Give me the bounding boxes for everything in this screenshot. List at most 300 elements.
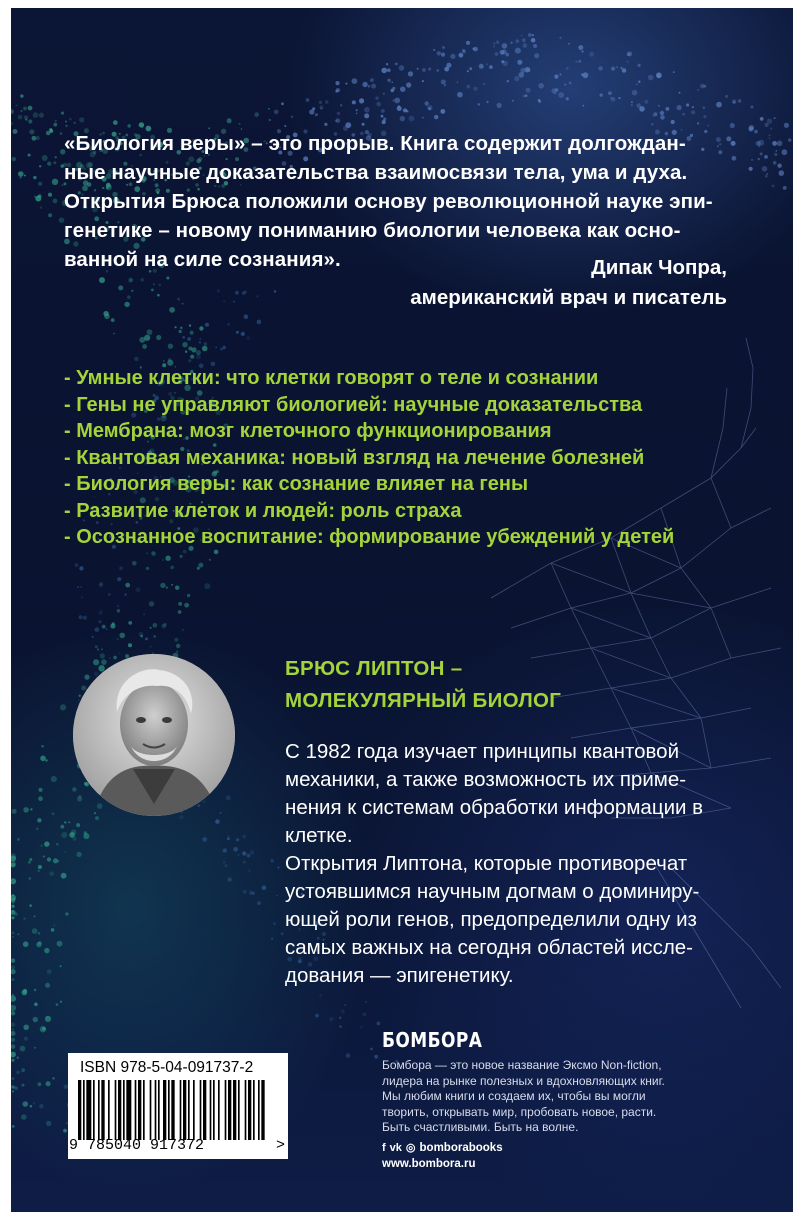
quote-line: ванной на силе сознания». — [64, 248, 341, 271]
particle-dot — [408, 71, 413, 76]
particle-dot — [522, 38, 526, 42]
particle-dot — [113, 655, 117, 659]
contents-item: - Осознанное воспитание: формирование убеждений у детей — [64, 526, 675, 548]
particle-dot — [274, 290, 277, 293]
particle-dot — [197, 567, 200, 570]
publisher-line: Быть счастливыми. Быть на волне. — [382, 1120, 579, 1135]
particle-dot — [177, 298, 180, 301]
particle-dot — [83, 833, 89, 839]
barcode-arrow: > — [275, 1137, 285, 1154]
particle-dot — [146, 552, 148, 554]
particle-dot — [52, 812, 55, 815]
particle-dot — [34, 989, 37, 992]
particle-dot — [462, 49, 465, 52]
particle-dot — [339, 1025, 342, 1028]
particle-dot — [703, 115, 706, 118]
contents-item: - Мембрана: мозг клеточного функционирования — [64, 420, 552, 442]
particle-dot — [11, 996, 16, 1002]
particle-dot — [526, 68, 530, 72]
particle-dot — [28, 877, 31, 880]
particle-dot — [362, 82, 367, 87]
particle-dot — [422, 117, 424, 119]
particle-dot — [104, 314, 110, 320]
particle-dot — [22, 1084, 25, 1087]
particle-dot — [227, 323, 230, 326]
particle-dot — [551, 88, 556, 93]
particle-dot — [671, 120, 675, 124]
author-bio-text — [285, 738, 755, 990]
bio-line: нения к системам обработки информации в — [285, 796, 704, 819]
contents-item: - Биология веры: как сознание влияет на гены — [64, 473, 529, 495]
barcode-bar — [150, 1080, 152, 1140]
particle-dot — [64, 821, 66, 823]
particle-dot — [765, 175, 768, 178]
particle-dot — [117, 638, 119, 640]
particle-dot — [176, 644, 180, 648]
particle-dot — [660, 115, 665, 120]
particle-dot — [371, 84, 376, 89]
particle-dot — [243, 890, 247, 894]
particle-dot — [233, 301, 235, 303]
particle-dot — [74, 122, 76, 124]
particle-dot — [582, 50, 584, 52]
particle-dot — [697, 89, 699, 91]
particle-dot — [39, 165, 41, 167]
particle-dot — [774, 153, 777, 156]
particle-dot — [140, 278, 144, 282]
particle-dot — [199, 341, 201, 343]
particle-dot — [679, 92, 681, 94]
instagram-icon[interactable]: ◎ — [405, 1142, 416, 1154]
particle-dot — [610, 97, 613, 100]
particle-dot — [165, 556, 170, 561]
particle-dot — [23, 1025, 29, 1031]
particle-dot — [382, 120, 386, 124]
particle-dot — [360, 1026, 363, 1029]
particle-dot — [106, 628, 108, 630]
particle-dot — [40, 756, 46, 762]
publisher-line: творить, открывать мир, пробовать новое, расти. — [382, 1104, 657, 1119]
particle-dot — [566, 67, 569, 70]
bio-line: самых важных на сегодня областей иссле- — [285, 936, 694, 959]
contents-item: - Умные клетки: что клетки говорят о теле и сознании — [64, 367, 599, 389]
particle-dot — [153, 623, 158, 628]
particle-dot — [762, 166, 768, 172]
barcode-bar — [168, 1080, 170, 1140]
particle-dot — [437, 51, 441, 55]
particle-dot — [56, 1003, 59, 1006]
particle-dot — [257, 901, 261, 905]
book-back-cover — [11, 8, 793, 1212]
particle-dot — [24, 1037, 28, 1041]
particle-dot — [182, 336, 185, 339]
particle-dot — [638, 64, 641, 67]
particle-dot — [738, 99, 741, 102]
particle-dot — [257, 295, 259, 297]
particle-dot — [12, 1125, 15, 1128]
particle-dot — [209, 559, 211, 561]
particle-dot — [319, 105, 323, 109]
particle-dot — [12, 978, 15, 981]
particle-dot — [219, 812, 221, 814]
particle-dot — [204, 342, 207, 345]
particle-dot — [242, 835, 246, 839]
particle-dot — [497, 103, 502, 108]
particle-dot — [472, 47, 475, 50]
particle-dot — [315, 113, 318, 116]
particle-dot — [241, 332, 245, 336]
particle-dot — [273, 922, 276, 925]
particle-dot — [125, 583, 130, 588]
particle-dot — [12, 1028, 14, 1030]
particle-dot — [95, 627, 100, 632]
particle-dot — [503, 61, 508, 66]
barcode-bar — [155, 1080, 157, 1140]
particle-dot — [178, 610, 182, 614]
particle-dot — [779, 170, 785, 176]
particle-dot — [17, 933, 19, 935]
particle-dot — [18, 171, 24, 177]
barcode-bar — [93, 1080, 95, 1140]
particle-dot — [386, 63, 388, 65]
particle-dot — [11, 966, 15, 970]
particle-dot — [29, 904, 32, 907]
particle-dot — [65, 912, 68, 915]
particle-dot — [531, 38, 536, 43]
particle-dot — [102, 625, 106, 629]
particle-dot — [392, 99, 394, 101]
barcode-graphic — [78, 1080, 268, 1140]
particle-dot — [682, 113, 685, 116]
particle-dot — [631, 104, 633, 106]
particle-dot — [11, 1052, 16, 1058]
particle-dot — [538, 83, 544, 89]
particle-dot — [52, 179, 58, 185]
particle-dot — [394, 98, 400, 104]
particle-dot — [725, 95, 728, 98]
particle-dot — [134, 357, 138, 361]
barcode-bar — [101, 1080, 104, 1140]
particle-dot — [376, 102, 381, 107]
barcode-bar — [233, 1080, 236, 1140]
particle-dot — [777, 164, 781, 168]
particle-dot — [28, 119, 32, 123]
particle-dot — [98, 620, 101, 623]
particle-dot — [12, 910, 14, 912]
particle-dot — [45, 1016, 51, 1022]
publisher-line: Бомбора — это новое название Эксмо Non-fiction, — [382, 1058, 662, 1072]
particle-dot — [512, 100, 514, 102]
particle-dot — [632, 90, 638, 96]
particle-dot — [24, 175, 26, 177]
particle-dot — [20, 177, 22, 179]
particle-dot — [11, 1059, 14, 1062]
author-name: Дипак Чопра, — [591, 256, 727, 279]
particle-dot — [450, 54, 455, 59]
particle-dot — [516, 39, 520, 43]
particle-dot — [765, 123, 769, 127]
particle-dot — [444, 84, 446, 86]
particle-dot — [616, 66, 618, 68]
particle-dot — [783, 186, 787, 190]
particle-dot — [568, 43, 570, 45]
particle-dot — [39, 1104, 44, 1109]
bio-heading-line: БРЮС ЛИПТОН – — [285, 657, 463, 680]
particle-dot — [770, 127, 772, 129]
particle-dot — [162, 559, 164, 561]
particle-dot — [21, 1068, 25, 1072]
particle-dot — [309, 109, 314, 114]
particle-dot — [749, 127, 754, 132]
particle-dot — [627, 52, 632, 57]
bio-line: клетке. — [285, 824, 353, 847]
bio-line: механики, а также возможность их приме- — [285, 768, 687, 791]
particle-dot — [673, 71, 675, 73]
publisher-description — [382, 1058, 742, 1136]
particle-dot — [754, 130, 758, 134]
particle-dot — [53, 858, 58, 863]
particle-dot — [582, 105, 584, 107]
particle-dot — [281, 102, 284, 105]
bio-line: ющей роли генов, предопределили одну из — [285, 908, 697, 931]
barcode-bar — [98, 1080, 100, 1140]
particle-dot — [459, 53, 464, 58]
particle-dot — [12, 994, 14, 996]
author-photo — [73, 654, 235, 816]
particle-dot — [11, 1044, 15, 1049]
particle-dot — [784, 123, 789, 128]
book-contents-list — [64, 365, 764, 551]
particle-dot — [28, 861, 31, 864]
particle-dot — [170, 566, 174, 570]
particle-dot — [433, 49, 435, 51]
particle-dot — [57, 941, 63, 947]
particle-dot — [329, 1017, 333, 1021]
particle-dot — [660, 111, 664, 115]
particle-dot — [486, 101, 488, 103]
particle-dot — [227, 837, 230, 840]
particle-dot — [132, 561, 137, 566]
particle-dot — [72, 787, 76, 791]
particle-dot — [368, 85, 371, 88]
particle-dot — [644, 100, 648, 104]
particle-dot — [36, 136, 40, 140]
particle-dot — [495, 52, 499, 56]
particle-dot — [25, 119, 27, 121]
particle-dot — [76, 852, 81, 857]
facebook-icon[interactable]: f — [382, 1142, 386, 1154]
particle-dot — [166, 277, 169, 280]
barcode-bar — [118, 1080, 121, 1140]
particle-dot — [249, 891, 253, 895]
particle-dot — [20, 110, 22, 112]
particle-dot — [520, 68, 525, 73]
particle-dot — [142, 344, 147, 349]
particle-dot — [46, 1081, 51, 1086]
particle-dot — [764, 155, 768, 159]
particle-dot — [117, 609, 121, 613]
particle-dot — [69, 832, 75, 838]
particle-dot — [11, 916, 14, 919]
particle-dot — [38, 194, 42, 198]
particle-dot — [716, 102, 722, 108]
particle-dot — [56, 843, 59, 846]
particle-dot — [117, 577, 121, 581]
particle-dot — [703, 85, 706, 88]
particle-dot — [383, 93, 385, 95]
particle-dot — [756, 141, 761, 146]
particle-dot — [335, 90, 338, 93]
particle-dot — [20, 94, 23, 97]
particle-dot — [243, 861, 246, 864]
particle-dot — [60, 132, 63, 135]
barcode-bar — [210, 1080, 212, 1140]
particle-dot — [773, 161, 777, 165]
particle-dot — [325, 100, 328, 103]
particle-dot — [97, 648, 99, 650]
particle-dot — [223, 300, 225, 302]
particle-dot — [33, 112, 39, 118]
particle-dot — [276, 895, 277, 896]
vk-icon[interactable]: vk — [389, 1142, 402, 1154]
contents-item: - Развитие клеток и людей: роль страха — [64, 499, 462, 522]
particle-dot — [772, 185, 775, 188]
quote-line: Открытия Брюса положили основу революционной науке эпи- — [64, 190, 713, 213]
particle-dot — [64, 851, 66, 853]
particle-dot — [38, 182, 42, 186]
particle-dot — [53, 123, 57, 127]
particle-dot — [127, 295, 131, 299]
particle-dot — [32, 136, 37, 141]
particle-dot — [486, 63, 488, 65]
particle-dot — [489, 65, 493, 69]
particle-dot — [703, 106, 706, 109]
particle-dot — [760, 117, 764, 121]
particle-dot — [502, 49, 507, 54]
particle-dot — [233, 847, 238, 852]
particle-dot — [534, 53, 539, 58]
particle-dot — [11, 1023, 15, 1027]
particle-dot — [707, 125, 709, 127]
particle-dot — [13, 906, 15, 908]
particle-dot — [153, 283, 155, 285]
particle-dot — [457, 92, 463, 98]
particle-dot — [521, 35, 523, 37]
quote-line: «Биология веры» – это прорыв. Книга содержит долгождан- — [64, 132, 686, 155]
particle-dot — [68, 821, 70, 823]
particle-dot — [444, 67, 449, 72]
particle-dot — [12, 1090, 14, 1092]
particle-dot — [113, 333, 115, 335]
particle-dot — [131, 290, 133, 292]
particle-dot — [36, 828, 38, 830]
particle-dot — [11, 958, 15, 962]
particle-dot — [151, 289, 154, 292]
particle-dot — [128, 621, 132, 625]
particle-dot — [409, 116, 415, 122]
particle-dot — [502, 43, 508, 49]
particle-dot — [52, 1077, 54, 1079]
particle-dot — [352, 78, 358, 84]
particle-dot — [381, 68, 387, 74]
particle-dot — [772, 141, 777, 146]
particle-dot — [23, 1101, 29, 1107]
particle-dot — [84, 782, 88, 786]
particle-dot — [626, 61, 628, 63]
particle-dot — [184, 603, 189, 608]
particle-dot — [400, 116, 405, 121]
particle-dot — [335, 81, 339, 85]
particle-dot — [656, 72, 662, 78]
particle-dot — [466, 41, 470, 45]
barcode-bar — [193, 1080, 195, 1140]
particle-dot — [405, 109, 408, 112]
particle-dot — [33, 1017, 38, 1022]
particle-dot — [244, 315, 249, 320]
particle-dot — [782, 149, 788, 155]
particle-dot — [69, 118, 71, 120]
particle-dot — [136, 587, 141, 592]
particle-dot — [160, 583, 165, 588]
barcode-bar — [171, 1080, 174, 1140]
publisher-website[interactable]: www.bombora.ru — [382, 1158, 476, 1170]
particle-dot — [526, 88, 531, 93]
particle-dot — [692, 106, 694, 108]
particle-dot — [473, 87, 477, 91]
particle-dot — [422, 68, 426, 72]
publisher-line: лидера на рынке полезных и вдохновляющих книг. — [382, 1073, 665, 1088]
particle-dot — [356, 109, 358, 111]
publisher-logo: БОМБОРА — [382, 1028, 483, 1052]
particle-dot — [677, 105, 682, 110]
particle-dot — [166, 586, 168, 588]
particle-dot — [346, 1053, 350, 1057]
particle-dot — [766, 173, 768, 175]
particle-dot — [99, 610, 103, 614]
particle-dot — [34, 1047, 36, 1049]
particle-dot — [598, 66, 602, 70]
contents-item: - Квантовая механика: новый взгляд на лечение болезней — [64, 446, 645, 469]
particle-dot — [20, 1046, 26, 1052]
particle-dot — [175, 326, 177, 328]
quote-author — [410, 253, 727, 313]
particle-dot — [291, 116, 294, 119]
particle-dot — [38, 788, 42, 792]
particle-dot — [12, 1077, 15, 1080]
particle-dot — [179, 815, 183, 819]
social-handle[interactable]: bomborabooks — [419, 1142, 503, 1154]
particle-dot — [507, 80, 509, 82]
particle-dot — [188, 359, 191, 362]
particle-dot — [217, 289, 220, 292]
particle-dot — [697, 122, 699, 124]
particle-dot — [47, 969, 52, 974]
bio-line: Открытия Липтона, которые противоречат — [285, 852, 688, 875]
publisher-social — [382, 1140, 503, 1172]
particle-dot — [11, 1011, 15, 1015]
particle-dot — [618, 97, 620, 99]
particle-dot — [391, 81, 393, 83]
barcode-bar — [245, 1080, 247, 1140]
particle-dot — [364, 107, 370, 113]
particle-dot — [128, 643, 132, 647]
particle-dot — [189, 324, 191, 326]
particle-dot — [437, 69, 439, 71]
particle-dot — [496, 41, 499, 44]
particle-dot — [777, 141, 783, 147]
particle-dot — [620, 67, 622, 69]
particle-dot — [37, 818, 41, 822]
